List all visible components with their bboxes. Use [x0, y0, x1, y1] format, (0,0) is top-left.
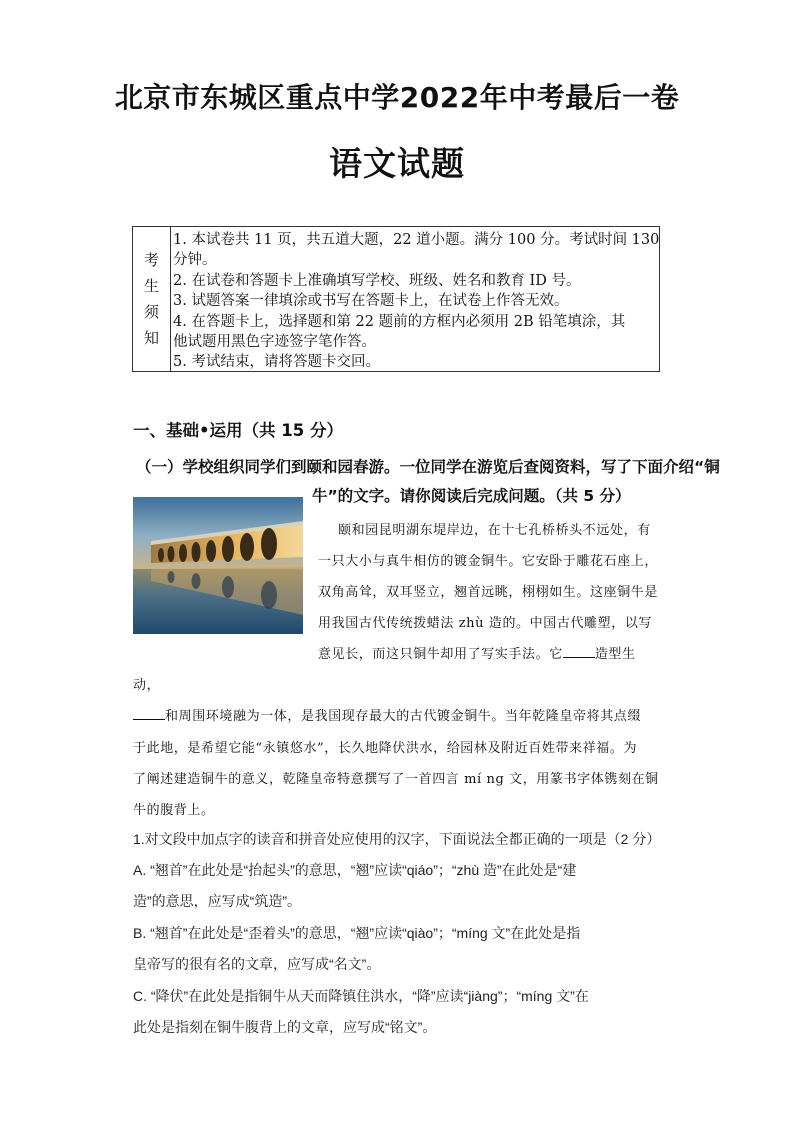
- notice-line: 4. 在答题卡上，选择题和第 22 题前的方框内必须用 2B 铅笔填涂，其: [173, 313, 626, 330]
- notice-line: 2. 在试卷和答题卡上准确填写学校、班级、姓名和教育 ID 号。: [173, 272, 581, 289]
- subsection-intro-cont: 牛”的文字。请你阅读后完成问题。（共 5 分）: [312, 487, 631, 505]
- passage-line: 一只大小与真牛相仿的镀金铜牛。它安卧于雕花石座上，: [318, 554, 659, 569]
- passage-line: 了阐述建造铜牛的意义，乾隆皇帝特意撰写了一首四言 mí ng 文，用篆书字体镌刻在铜: [133, 772, 659, 787]
- notice-body: [172, 227, 659, 371]
- notice-line: 1. 本试卷共 11 页，共五道大题，22 道小题。满分 100 分。考试时间 130: [173, 232, 659, 248]
- passage-line: [318, 643, 636, 662]
- passage-text: 和周围环境融为一体，是我国现存最大的古代镀金铜牛。当年乾隆皇帝将其点缀: [165, 709, 642, 724]
- passage-line: 于此地，是希望它能“永镇悠水”，长久地降伏洪水，给园林及附近百姓带来祥福。为: [133, 741, 638, 756]
- passage-line: 牛的腹背上。: [133, 803, 215, 818]
- notice-line: 5. 考试结束，请将答题卡交回。: [173, 354, 380, 371]
- option-b: B. “翘首”在此处是“歪着头”的意思，“翘”应读“qiào”；“míng 文”在此处是指: [133, 925, 581, 941]
- exam-subtitle: 语文试题: [329, 144, 465, 183]
- passage-line: 颐和园昆明湖东堤岸边，在十七孔桥桥头不远处，有: [338, 523, 651, 538]
- option-c: C. “降伏”在此处是指铜牛从天而降镇住洪水，“降”应读“jiàng”；“míng 文”在: [133, 988, 589, 1004]
- answer-blank[interactable]: [133, 707, 165, 720]
- section-heading: 一、基础•运用（共 15 分）: [133, 421, 343, 440]
- option-c-cont: 此处是指刻在铜牛腹背上的文章，应写成“铭文”。: [133, 1019, 437, 1035]
- passage-line: [133, 705, 641, 724]
- exam-title: 北京市东城区重点中学2022年中考最后一卷: [114, 81, 680, 114]
- notice-line: 3. 试题答案一律填涂或书写在答题卡上，在试卷上作答无效。: [173, 293, 569, 310]
- question-stem: 1.对文段中加点字的读音和拼音处应使用的汉字，下面说法全都正确的一项是（2 分）: [133, 831, 661, 847]
- passage-line: 用我国古代传统拨蜡法 zhù 造的。中国古代雕塑，以写: [318, 616, 653, 631]
- passage-text: 造型生: [594, 647, 636, 662]
- passage-line: 动，: [133, 678, 161, 693]
- notice-label: [133, 227, 171, 371]
- notice-line: 他试题用黑色字迹签字笔作答。: [173, 334, 376, 351]
- candidate-notice-box: [132, 226, 660, 372]
- notice-label-char: 须: [143, 303, 159, 321]
- option-a: A. “翘首”在此处是“抬起头”的意思，“翘”应读“qiáo”；“zhù 造”在此处是“建: [133, 862, 577, 878]
- option-b-cont: 皇帝写的很有名的文章，应写成“名文”。: [133, 956, 381, 972]
- notice-label-char: 生: [143, 277, 159, 295]
- notice-line: 分钟。: [173, 252, 217, 269]
- subsection-intro: （一）学校组织同学们到颐和园春游。一位同学在游览后查阅资料，写了下面介绍“铜: [136, 458, 720, 476]
- notice-label-char: 考: [143, 251, 159, 269]
- answer-blank[interactable]: [563, 645, 595, 658]
- seventeen-arch-bridge-photo: [133, 497, 303, 634]
- passage-text: 意见长，而这只铜牛却用了写实手法。它: [318, 647, 563, 662]
- passage-line: 双角高耸，双耳竖立，翘首远眺，栩栩如生。这座铜牛是: [318, 585, 659, 600]
- notice-label-char: 知: [143, 329, 159, 347]
- option-a-cont: 造”的意思，应写成“筑造”。: [133, 893, 301, 909]
